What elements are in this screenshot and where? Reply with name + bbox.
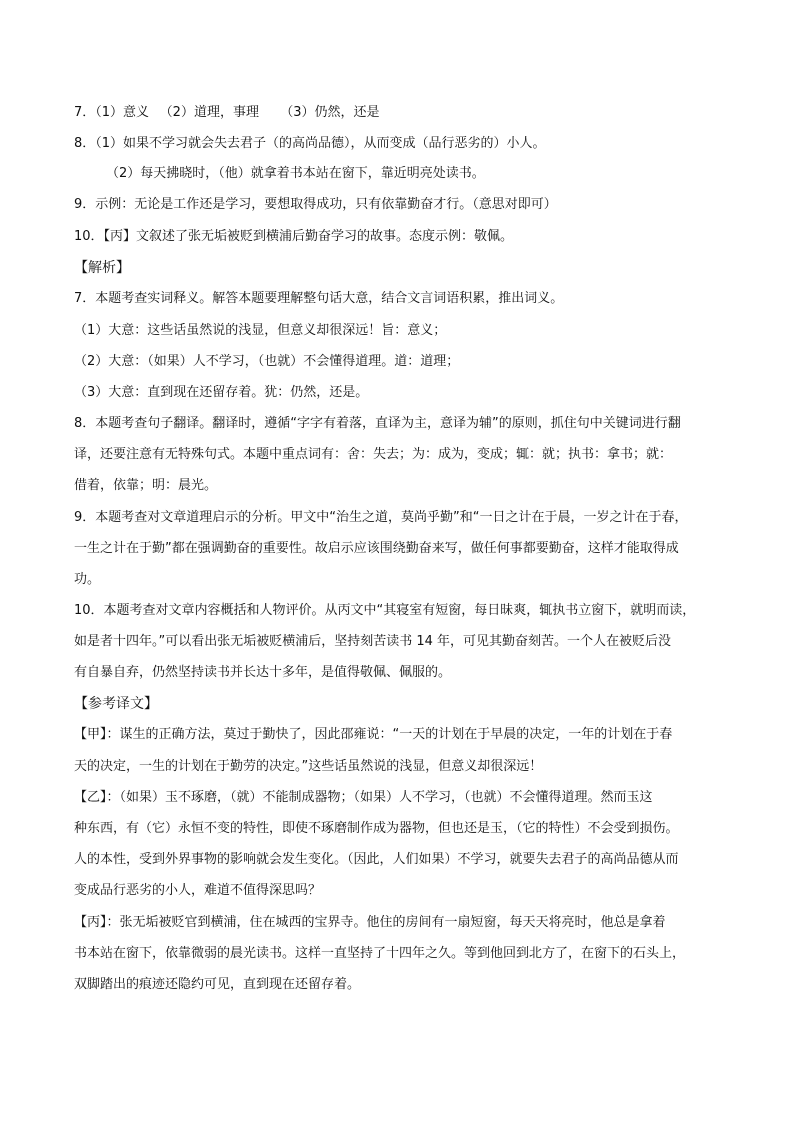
analysis-line: 10．本题考查对文章内容概括和人物评价。从丙文中“其寝室有短窗，每日昧爽，辄执书立窗下，就明而读， [74, 603, 696, 618]
analysis-line: 8．本题考查句子翻译。翻译时，遵循“字字有着落，直译为主，意译为辅”的原则，抓住句中关键词进行翻 [74, 416, 681, 431]
translation-line: 【乙】：（如果）玉不琢磨，（就）不能制成器物；（如果）人不学习，（也就）不会懂得道理。然而玉这 [74, 790, 653, 805]
analysis-line: 功。 [74, 572, 101, 587]
answer-8-1: 8．（1）如果不学习就会失去君子（的高尚品德），从而变成（品行恶劣的）小人。 [74, 136, 546, 151]
translation-line: 【丙】：张无垢被贬官到横浦，住在城西的宝界寺。他住的房间有一扇短窗，每天天将亮时，他总是拿着 [74, 915, 666, 930]
translation-line: 书本站在窗下，依靠微弱的晨光读书。这样一直坚持了十四年之久。等到他回到北方了，在窗下的石头上， [74, 946, 686, 961]
answer-8-2: （2）每天拂晓时，（他）就拿着书本站在窗下，靠近明亮处读书。 [106, 166, 485, 181]
answer-7: 7．（1）意义 （2）道理，事理 （3）仍然，还是 [74, 105, 380, 120]
translation-line: 变成品行恶劣的小人，难道不值得深思吗？ [74, 883, 322, 898]
translation-line: 种东西，有（它）永恒不变的特性，即使不琢磨制作成为器物，但也还是玉，（它的特性）不会受到损伤。 [74, 821, 679, 836]
translation-line: 【甲】：谋生的正确方法，莫过于勤快了，因此邵雍说：“一天的计划在于早晨的决定，一年的计划在于春 [74, 727, 673, 742]
analysis-line: 借着，依靠；明：晨光。 [74, 478, 218, 493]
analysis-line: 如是者十四年。”可以看出张无垢被贬横浦后，坚持刻苦读书 14 年，可见其勤奋刻苦。一个人在被贬后没 [74, 634, 672, 649]
analysis-line: （1）大意：这些话虽然说的浅显，但意义却很深远！旨：意义； [74, 323, 447, 338]
translation-line: 人的本性，受到外界事物的影响就会发生变化。（因此，人们如果）不学习，就要失去君子的高尚品德从而 [74, 852, 679, 867]
analysis-line: （3）大意：直到现在还留存着。犹：仍然，还是。 [74, 385, 369, 400]
answer-9: 9．示例：无论是工作还是学习，要想取得成功，只有依靠勤奋才行。（意思对即可） [74, 197, 557, 212]
translation-header: 【参考译文】 [74, 696, 158, 712]
analysis-line: 9．本题考查对文章道理启示的分析。甲文中“治生之道，莫尚乎勤”和“一日之计在于晨，一岁之计在于春， [74, 510, 688, 525]
translation-line: 双脚踏出的痕迹还隐约可见，直到现在还留存着。 [74, 977, 361, 992]
analysis-line: 译，还要注意有无特殊句式。本题中重点词有：舍：失去；为：成为，变成；辄：就；执书：拿书；就： [74, 447, 673, 462]
analysis-line: （2）大意：（如果）人不学习，（也就）不会懂得道理。道：道理； [74, 354, 460, 369]
translation-line: 天的决定，一生的计划在于勤劳的决定。”这些话虽然说的浅显，但意义却很深远！ [74, 759, 543, 774]
analysis-line: 一生之计在于勤”都在强调勤奋的重要性。故启示应该围绕勤奋来写，做任何事都要勤奋，这样才能取得成 [74, 541, 679, 556]
analysis-header: 【解析】 [74, 260, 130, 276]
answer-10: 10．【丙】文叙述了张无垢被贬到横浦后勤奋学习的故事。态度示例：敬佩。 [74, 229, 514, 244]
analysis-line: 7．本题考查实词释义。解答本题要理解整句话大意，结合文言词语积累，推出词义。 [74, 291, 564, 306]
analysis-line: 有自暴自弃，仍然坚持读书并长达十多年，是值得敬佩、佩服的。 [74, 665, 452, 680]
